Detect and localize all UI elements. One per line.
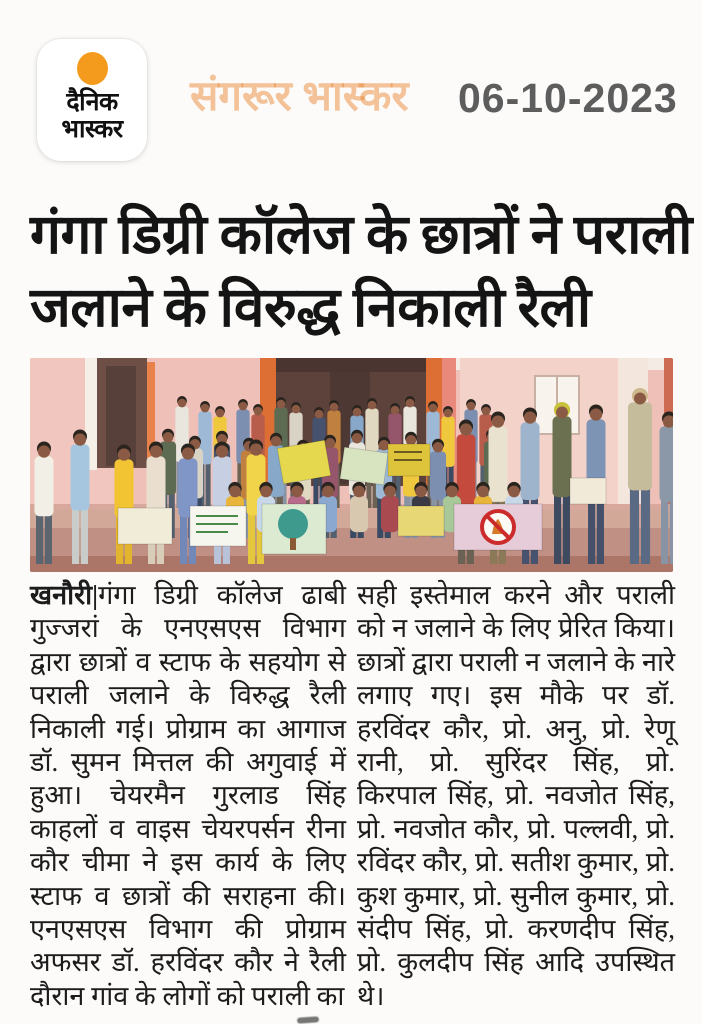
body-column-left — [30, 579, 346, 1013]
dainik-bhaskar-logo — [37, 39, 147, 161]
logo-text-line2: भास्कर — [61, 116, 123, 143]
clipping-cut-mark — [297, 1016, 319, 1024]
edition-title: संगरूर भास्कर — [190, 74, 409, 120]
headline-line1: गंगा डिग्री कॉलेज के छात्रों ने पराली — [30, 204, 692, 265]
article-photo — [30, 358, 673, 572]
article-body — [30, 579, 675, 1017]
rally-group-photo-illustration — [30, 358, 673, 572]
logo-text-line1: दैनिक — [66, 89, 118, 116]
dateline: खनौरी — [30, 580, 93, 610]
issue-date: 06-10-2023 — [458, 75, 678, 121]
dateline-separator: | — [92, 580, 99, 610]
body-column-right — [357, 579, 675, 1013]
sun-icon — [77, 52, 108, 85]
body-text-left: गंगा डिग्री कॉलेज ढाबी गुज्जरां के एनएसएस विभाग द्वारा छात्रों व स्टाफ के सहयोग से पराली जलाने के विरुद्ध रैली निकाली गई। प्रोग्राम का आगाज डॉ. सुमन मित्तल की अगुवाई में हुआ। चेयरमैन गुरलाड सिंह काहलों व वाइस चेयरपर्सन रीना कौर चीमा ने इस कार्य के लिए स्टाफ व छात्रों की सराहना की। एनएसएस विभाग की प्रोग्राम अफसर डॉ. हरविंदर कौर ने रैली दौरान गांव के लोगों को पराली का — [30, 580, 346, 1011]
body-text-right: सही इस्तेमाल करने और पराली को न जलाने के लिए प्रेरित किया। छात्रों द्वारा पराली न जलाने के नारे लगाए गए। इस मौके पर डॉ. हरविंदर कौर, प्रो. अनु, प्रो. रेणू रानी, प्रो. सुरिंदर सिंह, प्रो. किरपाल सिंह, प्रो. नवजोत सिंह, प्रो. नवजोत कौर, प्रो. पल्लवी, प्रो. रविंदर कौर, प्रो. सतीश कुमार, प्रो. कुश कुमार, प्रो. सुनील कुमार, प्रो. संदीप सिंह, प्रो. करणदीप सिंह, प्रो. कुलदीप सिंह आदि उपस्थित थे। — [357, 580, 675, 1011]
article-headline — [30, 198, 690, 344]
headline-line2: जलाने के विरुद्ध निकाली रैली — [30, 277, 591, 338]
